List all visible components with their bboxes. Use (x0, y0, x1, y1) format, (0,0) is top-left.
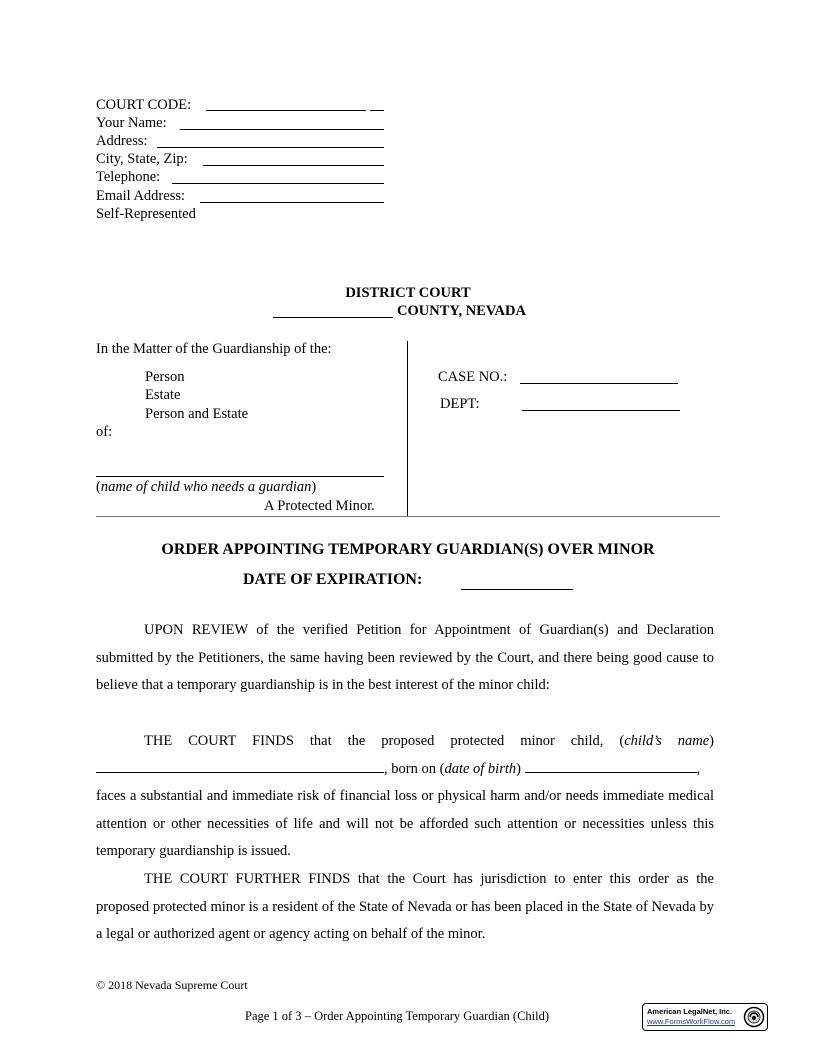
court-name: DISTRICT COURT (345, 285, 471, 301)
order-title: ORDER APPOINTING TEMPORARY GUARDIAN(S) OVER MINOR (161, 541, 655, 558)
page-info: Page 1 of 3 – Order Appointing Temporary Guardian (Child) (245, 1009, 550, 1023)
paragraph-upon-review: UPON REVIEW of the verified Petition for Appointment of Guardian(s) and Declaration submitted by the Petitioners, the same having been reviewed by the Court, and there being good cause to believe that a temporary guardianship is in the best interest of the minor child: (96, 622, 714, 694)
address-field[interactable] (157, 147, 384, 148)
email-address-label: Email Address: (96, 188, 186, 204)
court-code-field[interactable] (206, 110, 366, 111)
address-label: Address: (96, 133, 148, 149)
option-person[interactable]: Person (145, 369, 185, 385)
child-name-hint-text: name of child who needs a guardian (100, 479, 312, 495)
born-on-text: , born on (384, 761, 436, 777)
telephone-label: Telephone: (96, 169, 161, 185)
option-estate[interactable]: Estate (145, 387, 181, 403)
case-no-label: CASE NO.: (438, 369, 508, 385)
dept-field[interactable] (522, 410, 680, 411)
option-person-and-estate[interactable]: Person and Estate (145, 406, 249, 422)
your-name-field[interactable] (180, 129, 384, 130)
telephone-field[interactable] (172, 183, 384, 184)
date-of-birth-field[interactable] (525, 758, 697, 773)
paragraph-court-finds-line2: , born on (date of birth) , (96, 756, 714, 784)
email-address-field[interactable] (200, 202, 384, 203)
child-name-hint: (name of child who needs a guardian) (96, 479, 317, 495)
case-no-field[interactable] (520, 383, 678, 384)
paragraph-court-finds-rest: faces a substantial and immediate risk of financial loss or physical harm and/or needs immediate medical attention or other necessities of life and will not be afforded such attention or necessities unless this temporary guardianship is issued. (96, 788, 714, 860)
self-represented-label: Self-Represented (96, 206, 196, 222)
protected-minor-label: A Protected Minor. (264, 498, 375, 514)
expiration-date-field[interactable] (461, 589, 573, 590)
childs-name-field[interactable] (96, 758, 384, 773)
dept-label: DEPT: (440, 396, 480, 412)
county-state: COUNTY, NEVADA (397, 303, 526, 319)
caption-divider-horizontal (96, 516, 720, 517)
county-field[interactable] (273, 317, 393, 318)
american-legalnet-badge[interactable] (642, 1003, 768, 1031)
matter-text: In the Matter of the Guardianship of the: (96, 341, 332, 357)
court-code-field-suffix (370, 110, 384, 111)
your-name-label: Your Name: (96, 115, 167, 131)
date-of-birth-hint: date of birth (444, 761, 517, 777)
expiration-label: DATE OF EXPIRATION: (243, 571, 423, 588)
paragraph-court-finds-line1: THE COURT FINDS that the proposed protected minor child, (child’s name) (144, 733, 714, 749)
caption-divider-vertical (407, 341, 408, 516)
childs-name-hint: child’s name (624, 733, 710, 749)
badge-company-name: American LegalNet, Inc. (647, 1007, 733, 1016)
copyright-text: © 2018 Nevada Supreme Court (96, 978, 248, 992)
court-finds-text: THE COURT FINDS that the proposed protected minor child, (144, 733, 604, 749)
city-state-zip-label: City, State, Zip: (96, 151, 188, 167)
child-name-field[interactable] (96, 476, 384, 477)
paragraph-court-further-finds: THE COURT FURTHER FINDS that the Court has jurisdiction to enter this order as the proposed protected minor is a resident of the State of Nevada or has been placed in the State of Nevada by a legal or authorized agent or agency acting on behalf of the minor. (96, 871, 714, 943)
of-label: of: (96, 424, 113, 440)
globe-icon (743, 1006, 765, 1028)
badge-website-link[interactable]: www.FormsWorkFlow.com (647, 1017, 736, 1026)
court-code-label: COURT CODE: (96, 97, 192, 113)
city-state-zip-field[interactable] (203, 165, 384, 166)
